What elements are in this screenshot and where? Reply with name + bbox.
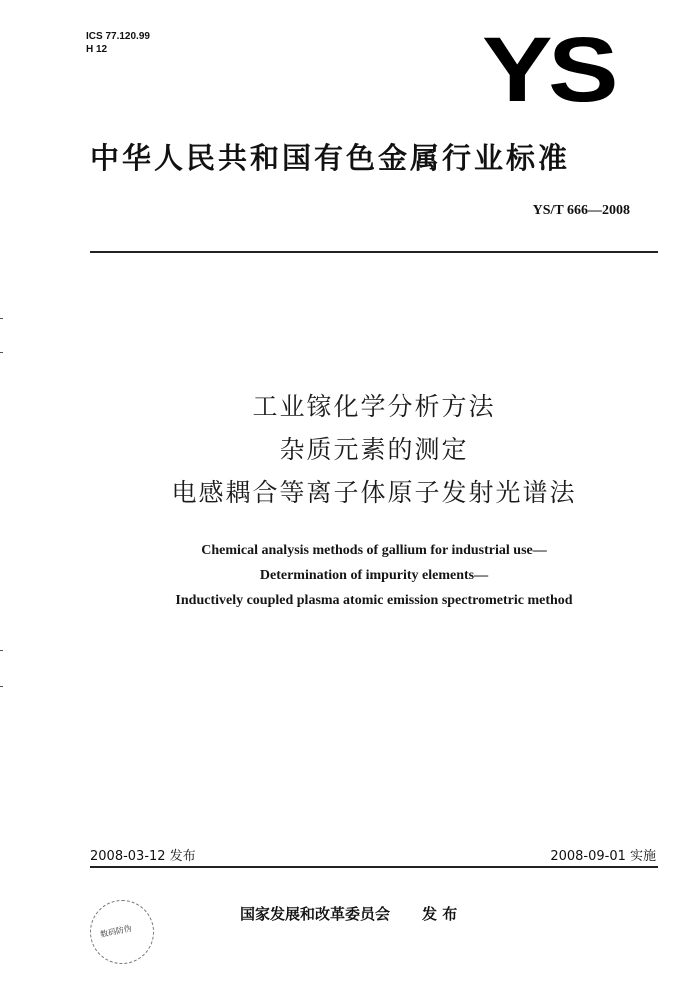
scan-mark [0,318,3,319]
top-rule [90,251,658,253]
chinese-title-line-2: 杂质元素的测定 [279,435,469,464]
chinese-title-line-3: 电感耦合等离子体原子发射光谱法 [171,478,577,507]
english-title-line-1: Chemical analysis methods of gallium for industrial use— [201,543,547,558]
class-code: H 12 [86,44,108,55]
anti-counterfeit-stamp [90,900,154,964]
issuing-authority [240,903,457,924]
scan-mark [0,352,3,353]
chinese-title-line-1: 工业镓化学分析方法 [252,392,496,421]
stamp-text: 数码防伪 [99,923,133,940]
bottom-rule [90,866,658,868]
english-title [90,538,658,613]
issuer-name: 国家发展和改革委员会 [240,905,391,923]
english-title-line-3: Inductively coupled plasma atomic emission spectrometric method [175,593,573,608]
issue-word: 发 布 [422,905,458,923]
scan-mark [0,686,3,687]
english-title-line-2: Determination of impurity elements— [259,568,489,583]
issue-date: 2008-03-12 发布 [90,849,196,864]
ics-code: ICS 77.120.99 [86,31,150,42]
effective-date: 2008-09-01 实施 [550,849,656,864]
ys-logo: YS [482,19,614,121]
scan-mark [0,650,3,651]
classification-codes [86,30,150,56]
standard-title: 中华人民共和国有色金属行业标准 [90,141,571,175]
standard-code: YS/T 666—2008 [532,203,630,218]
chinese-title [90,385,658,514]
